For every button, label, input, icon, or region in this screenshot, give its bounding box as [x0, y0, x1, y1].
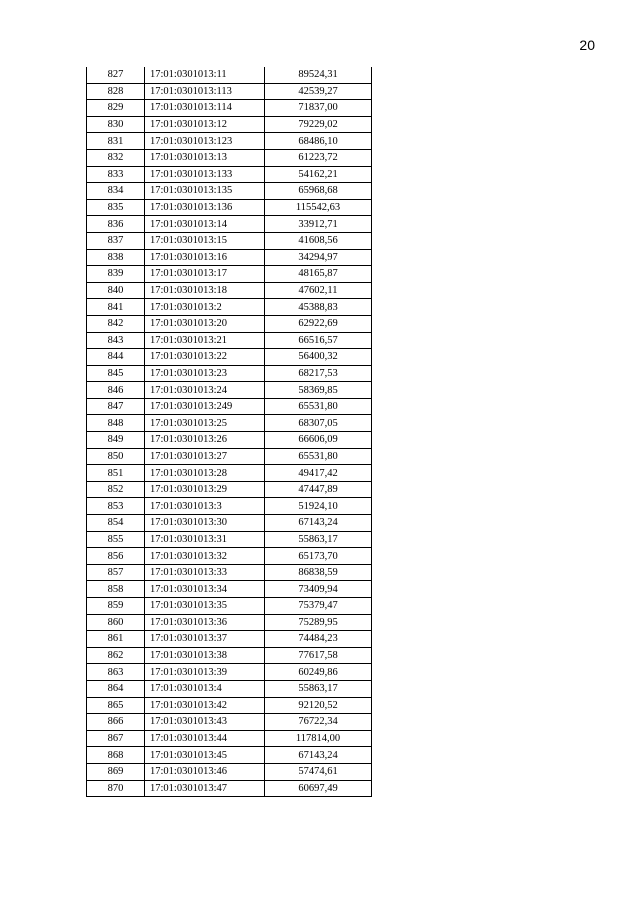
- row-number-cell: 839: [87, 266, 145, 283]
- cadastral-number-cell: 17:01:0301013:33: [145, 564, 265, 581]
- table-row: [87, 183, 372, 200]
- cadastral-value-cell: 61223,72: [265, 149, 372, 166]
- cadastral-number-cell: 17:01:0301013:27: [145, 448, 265, 465]
- table-row: [87, 216, 372, 233]
- row-number-cell: 857: [87, 564, 145, 581]
- row-number-cell: 837: [87, 232, 145, 249]
- row-number-cell: 846: [87, 382, 145, 399]
- table-row: [87, 166, 372, 183]
- row-number-cell: 850: [87, 448, 145, 465]
- cadastral-value-cell: 89524,31: [265, 67, 372, 83]
- row-number-cell: 841: [87, 299, 145, 316]
- cadastral-value-cell: 76722,34: [265, 714, 372, 731]
- cadastral-value-cell: 47602,11: [265, 282, 372, 299]
- row-number-cell: 847: [87, 398, 145, 415]
- row-number-cell: 869: [87, 763, 145, 780]
- cadastral-value-cell: 68486,10: [265, 133, 372, 150]
- row-number-cell: 840: [87, 282, 145, 299]
- row-number-cell: 829: [87, 100, 145, 117]
- table-body: [87, 67, 372, 797]
- cadastral-value-cell: 66516,57: [265, 332, 372, 349]
- cadastral-value-cell: 54162,21: [265, 166, 372, 183]
- cadastral-number-cell: 17:01:0301013:3: [145, 498, 265, 515]
- table-row: [87, 631, 372, 648]
- table-row: [87, 382, 372, 399]
- table-row: [87, 149, 372, 166]
- table-row: [87, 249, 372, 266]
- row-number-cell: 835: [87, 199, 145, 216]
- cadastral-number-cell: 17:01:0301013:43: [145, 714, 265, 731]
- table-row: [87, 548, 372, 565]
- row-number-cell: 862: [87, 647, 145, 664]
- row-number-cell: 849: [87, 432, 145, 449]
- table-row: [87, 199, 372, 216]
- table-row: [87, 415, 372, 432]
- row-number-cell: 828: [87, 83, 145, 100]
- row-number-cell: 853: [87, 498, 145, 515]
- table-row: [87, 67, 372, 83]
- table-row: [87, 481, 372, 498]
- cadastral-value-cell: 55863,17: [265, 680, 372, 697]
- cadastral-value-cell: 60697,49: [265, 780, 372, 797]
- table-row: [87, 730, 372, 747]
- cadastral-number-cell: 17:01:0301013:30: [145, 515, 265, 532]
- table-row: [87, 432, 372, 449]
- table-row: [87, 515, 372, 532]
- row-number-cell: 842: [87, 315, 145, 332]
- table-row: [87, 365, 372, 382]
- row-number-cell: 843: [87, 332, 145, 349]
- cadastral-value-cell: 60249,86: [265, 664, 372, 681]
- cadastral-number-cell: 17:01:0301013:26: [145, 432, 265, 449]
- cadastral-value-cell: 79229,02: [265, 116, 372, 133]
- cadastral-number-cell: 17:01:0301013:12: [145, 116, 265, 133]
- table-row: [87, 83, 372, 100]
- cadastral-number-cell: 17:01:0301013:32: [145, 548, 265, 565]
- table-row: [87, 465, 372, 482]
- table-row: [87, 332, 372, 349]
- cadastral-number-cell: 17:01:0301013:22: [145, 349, 265, 366]
- row-number-cell: 856: [87, 548, 145, 565]
- table-row: [87, 680, 372, 697]
- cadastral-number-cell: 17:01:0301013:23: [145, 365, 265, 382]
- table-row: [87, 448, 372, 465]
- row-number-cell: 830: [87, 116, 145, 133]
- row-number-cell: 861: [87, 631, 145, 648]
- row-number-cell: 860: [87, 614, 145, 631]
- cadastral-number-cell: 17:01:0301013:113: [145, 83, 265, 100]
- table-row: [87, 697, 372, 714]
- cadastral-number-cell: 17:01:0301013:37: [145, 631, 265, 648]
- cadastral-number-cell: 17:01:0301013:25: [145, 415, 265, 432]
- row-number-cell: 827: [87, 67, 145, 83]
- cadastral-value-cell: 67143,24: [265, 515, 372, 532]
- row-number-cell: 848: [87, 415, 145, 432]
- cadastral-number-cell: 17:01:0301013:46: [145, 763, 265, 780]
- cadastral-value-cell: 73409,94: [265, 581, 372, 598]
- cadastral-value-table: [86, 67, 372, 797]
- table-row: [87, 398, 372, 415]
- table-row: [87, 614, 372, 631]
- cadastral-number-cell: 17:01:0301013:35: [145, 598, 265, 615]
- cadastral-number-cell: 17:01:0301013:21: [145, 332, 265, 349]
- cadastral-value-cell: 47447,89: [265, 481, 372, 498]
- row-number-cell: 831: [87, 133, 145, 150]
- cadastral-value-cell: 56400,32: [265, 349, 372, 366]
- cadastral-value-cell: 68217,53: [265, 365, 372, 382]
- table-row: [87, 598, 372, 615]
- row-number-cell: 834: [87, 183, 145, 200]
- cadastral-value-cell: 34294,97: [265, 249, 372, 266]
- table-row: [87, 498, 372, 515]
- row-number-cell: 866: [87, 714, 145, 731]
- cadastral-value-cell: 66606,09: [265, 432, 372, 449]
- table-row: [87, 299, 372, 316]
- cadastral-number-cell: 17:01:0301013:44: [145, 730, 265, 747]
- cadastral-value-cell: 92120,52: [265, 697, 372, 714]
- cadastral-value-cell: 49417,42: [265, 465, 372, 482]
- cadastral-number-cell: 17:01:0301013:24: [145, 382, 265, 399]
- cadastral-value-cell: 65173,70: [265, 548, 372, 565]
- row-number-cell: 865: [87, 697, 145, 714]
- cadastral-value-cell: 58369,85: [265, 382, 372, 399]
- row-number-cell: 870: [87, 780, 145, 797]
- cadastral-value-cell: 77617,58: [265, 647, 372, 664]
- cadastral-number-cell: 17:01:0301013:13: [145, 149, 265, 166]
- cadastral-value-cell: 74484,23: [265, 631, 372, 648]
- cadastral-number-cell: 17:01:0301013:38: [145, 647, 265, 664]
- cadastral-number-cell: 17:01:0301013:20: [145, 315, 265, 332]
- cadastral-number-cell: 17:01:0301013:15: [145, 232, 265, 249]
- row-number-cell: 838: [87, 249, 145, 266]
- cadastral-value-cell: 62922,69: [265, 315, 372, 332]
- cadastral-value-cell: 65968,68: [265, 183, 372, 200]
- table-row: [87, 282, 372, 299]
- table-row: [87, 100, 372, 117]
- cadastral-number-cell: 17:01:0301013:136: [145, 199, 265, 216]
- cadastral-value-cell: 65531,80: [265, 398, 372, 415]
- cadastral-number-cell: 17:01:0301013:133: [145, 166, 265, 183]
- cadastral-number-cell: 17:01:0301013:14: [145, 216, 265, 233]
- cadastral-number-cell: 17:01:0301013:47: [145, 780, 265, 797]
- cadastral-value-cell: 51924,10: [265, 498, 372, 515]
- table-row: [87, 315, 372, 332]
- cadastral-value-cell: 45388,83: [265, 299, 372, 316]
- cadastral-value-cell: 86838,59: [265, 564, 372, 581]
- cadastral-number-cell: 17:01:0301013:29: [145, 481, 265, 498]
- cadastral-value-cell: 68307,05: [265, 415, 372, 432]
- row-number-cell: 867: [87, 730, 145, 747]
- cadastral-number-cell: 17:01:0301013:11: [145, 67, 265, 83]
- table-row: [87, 714, 372, 731]
- cadastral-value-cell: 71837,00: [265, 100, 372, 117]
- table-row: [87, 531, 372, 548]
- cadastral-number-cell: 17:01:0301013:42: [145, 697, 265, 714]
- cadastral-number-cell: 17:01:0301013:4: [145, 680, 265, 697]
- cadastral-value-cell: 41608,56: [265, 232, 372, 249]
- table-row: [87, 133, 372, 150]
- cadastral-number-cell: 17:01:0301013:2: [145, 299, 265, 316]
- cadastral-value-cell: 67143,24: [265, 747, 372, 764]
- cadastral-number-cell: 17:01:0301013:28: [145, 465, 265, 482]
- cadastral-number-cell: 17:01:0301013:114: [145, 100, 265, 117]
- cadastral-value-cell: 115542,63: [265, 199, 372, 216]
- row-number-cell: 852: [87, 481, 145, 498]
- cadastral-number-cell: 17:01:0301013:249: [145, 398, 265, 415]
- row-number-cell: 851: [87, 465, 145, 482]
- cadastral-number-cell: 17:01:0301013:18: [145, 282, 265, 299]
- row-number-cell: 854: [87, 515, 145, 532]
- table-row: [87, 581, 372, 598]
- table-row: [87, 647, 372, 664]
- cadastral-number-cell: 17:01:0301013:123: [145, 133, 265, 150]
- cadastral-value-cell: 55863,17: [265, 531, 372, 548]
- page-number: 20: [579, 37, 595, 53]
- row-number-cell: 858: [87, 581, 145, 598]
- table-row: [87, 116, 372, 133]
- row-number-cell: 859: [87, 598, 145, 615]
- cadastral-value-cell: 48165,87: [265, 266, 372, 283]
- table-row: [87, 266, 372, 283]
- row-number-cell: 855: [87, 531, 145, 548]
- cadastral-number-cell: 17:01:0301013:34: [145, 581, 265, 598]
- row-number-cell: 863: [87, 664, 145, 681]
- cadastral-number-cell: 17:01:0301013:16: [145, 249, 265, 266]
- table-row: [87, 349, 372, 366]
- row-number-cell: 845: [87, 365, 145, 382]
- table-row: [87, 564, 372, 581]
- cadastral-number-cell: 17:01:0301013:45: [145, 747, 265, 764]
- cadastral-number-cell: 17:01:0301013:135: [145, 183, 265, 200]
- row-number-cell: 833: [87, 166, 145, 183]
- row-number-cell: 836: [87, 216, 145, 233]
- table-row: [87, 747, 372, 764]
- table-row: [87, 232, 372, 249]
- cadastral-number-cell: 17:01:0301013:36: [145, 614, 265, 631]
- cadastral-number-cell: 17:01:0301013:39: [145, 664, 265, 681]
- row-number-cell: 832: [87, 149, 145, 166]
- cadastral-value-cell: 75379,47: [265, 598, 372, 615]
- cadastral-number-cell: 17:01:0301013:17: [145, 266, 265, 283]
- cadastral-value-cell: 75289,95: [265, 614, 372, 631]
- row-number-cell: 868: [87, 747, 145, 764]
- table-row: [87, 780, 372, 797]
- cadastral-value-cell: 65531,80: [265, 448, 372, 465]
- cadastral-value-cell: 42539,27: [265, 83, 372, 100]
- row-number-cell: 864: [87, 680, 145, 697]
- row-number-cell: 844: [87, 349, 145, 366]
- cadastral-value-cell: 57474,61: [265, 763, 372, 780]
- cadastral-number-cell: 17:01:0301013:31: [145, 531, 265, 548]
- cadastral-value-cell: 33912,71: [265, 216, 372, 233]
- cadastral-value-cell: 117814,00: [265, 730, 372, 747]
- table-row: [87, 664, 372, 681]
- table-row: [87, 763, 372, 780]
